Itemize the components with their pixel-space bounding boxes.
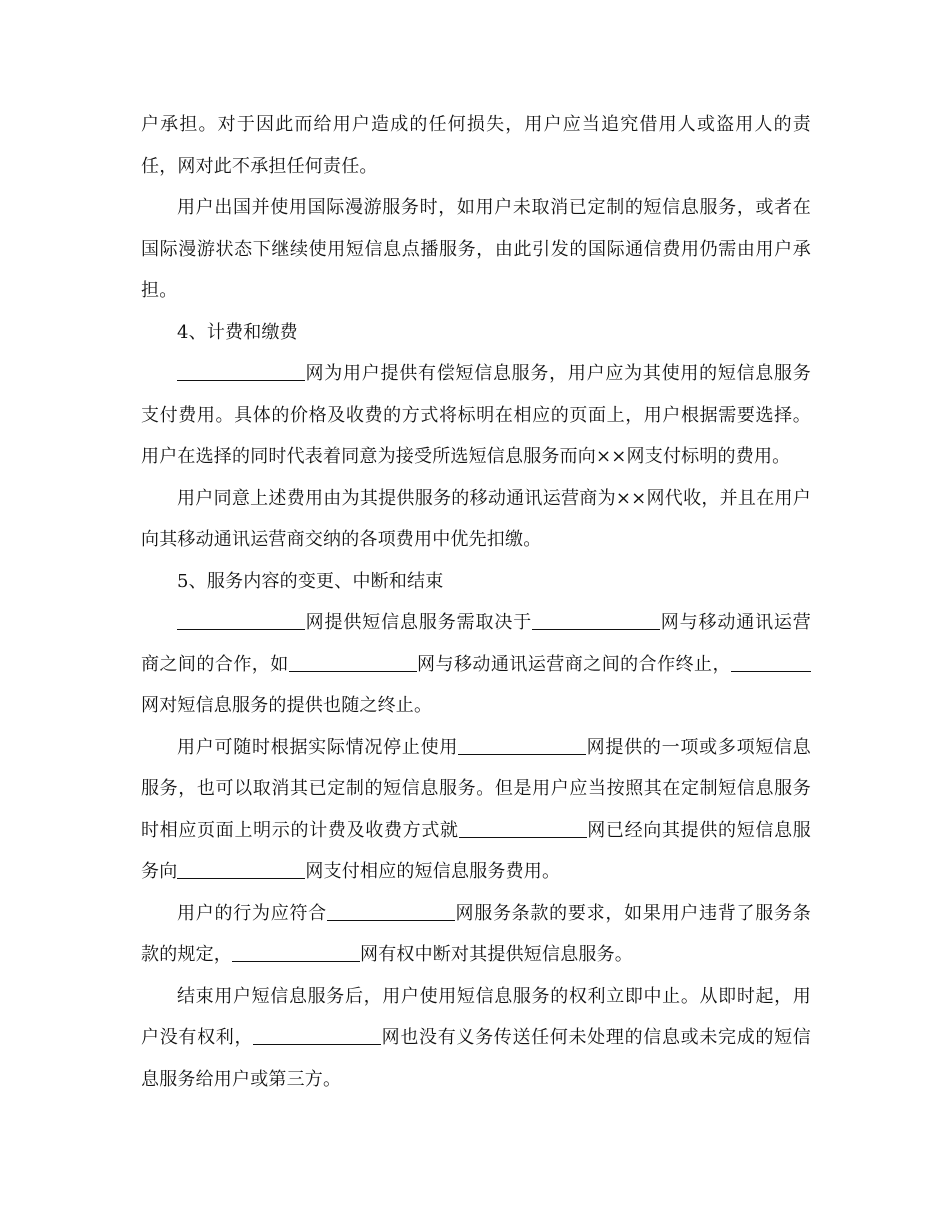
fill-in-blank [177, 609, 305, 630]
paragraph-text: 网也没有义务传送任何未处理的信息或未完成的短信息服务给用户或第三方。 [141, 1027, 811, 1090]
paragraph-text: 网已经向其提供的短信息服务向 [141, 819, 811, 882]
paragraph-text: 网支付相应的短信息服务费用。 [305, 861, 561, 882]
paragraph-liability [141, 104, 811, 187]
paragraph-text: 网提供短信息服务需取决于 [305, 612, 533, 633]
paragraph-text: 用户同意上述费用由为其提供服务的移动通讯运营商为××网代收，并且在用户向其移动通讯运营商交纳的各项费用中优先扣缴。 [141, 487, 811, 550]
paragraph-termination [141, 976, 811, 1101]
paragraph-cancellation [141, 727, 811, 893]
document-body [141, 104, 811, 1100]
fill-in-blank [177, 360, 305, 381]
paragraph-text: 户承担。对于因此而给用户造成的任何损失，用户应当追究借用人或盗用人的责任，网对此不承担任何责任。 [141, 114, 811, 177]
fill-in-blank [253, 1024, 381, 1045]
paragraph-text: 网为用户提供有偿短信息服务，用户应为其使用的短信息服务支付费用。具体的价格及收费的方式将标明在相应的页面上，用户根据需要选择。用户在选择的同时代表着同意为接受所选短信息服务而向××网支付标明的费用。 [141, 363, 811, 467]
section-heading-billing [141, 312, 811, 354]
paragraph-text: 结束用户短信息服务后，用户使用短信息服务的权利立即中止。从即时起，用户没有权利， [141, 985, 811, 1048]
paragraph-text: 用户出国并使用国际漫游服务时，如用户未取消已定制的短信息服务，或者在国际漫游状态下继续使用短信息点播服务，由此引发的国际通信费用仍需由用户承担。 [141, 197, 811, 301]
paragraph-text: 网有权中断对其提供短信息服务。 [360, 944, 633, 965]
paragraph-text: 网对短信息服务的提供也随之终止。 [141, 695, 433, 716]
paragraph-user-conduct [141, 893, 811, 976]
paragraph-cooperation [141, 602, 811, 727]
paragraph-text: 网与移动通讯运营商之间的合作，如 [141, 612, 811, 675]
heading-text: 4、计费和缴费 [177, 321, 298, 343]
fill-in-blank [458, 734, 586, 755]
fill-in-blank [532, 609, 660, 630]
paragraph-fee-collection [141, 478, 811, 561]
paragraph-text: 用户的行为应符合 [177, 902, 327, 924]
paragraph-text: 网提供的一项或多项短信息服务，也可以取消其已定制的短信息服务。但是用户应当按照其在定制短信息服务时相应页面上明示的计费及收费方式就 [141, 736, 811, 841]
paragraph-text: 网与移动通讯运营商之间的合作终止， [416, 653, 731, 675]
fill-in-blank [731, 651, 811, 672]
section-heading-service-changes [141, 561, 811, 603]
paragraph-text: 用户可随时根据实际情况停止使用 [177, 736, 459, 758]
fill-in-blank [459, 817, 587, 838]
heading-text: 5、服务内容的变更、中断和结束 [177, 570, 444, 592]
fill-in-blank [289, 651, 417, 672]
paragraph-text: 网服务条款的要求，如果用户违背了服务条款的规定， [141, 902, 811, 965]
paragraph-paid-service [141, 353, 811, 478]
fill-in-blank [232, 941, 360, 962]
fill-in-blank [177, 858, 305, 879]
paragraph-roaming [141, 187, 811, 312]
fill-in-blank [327, 900, 455, 921]
